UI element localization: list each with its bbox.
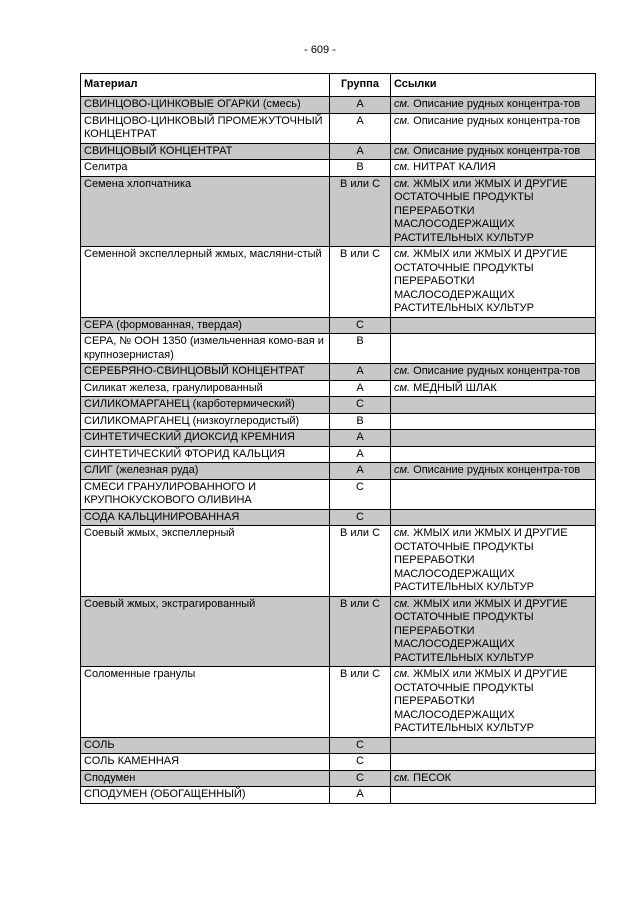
table-row [81,596,596,667]
group-cell: C [330,397,391,414]
group-cell: A [330,380,391,397]
reference-text: ЖМЫХ или ЖМЫХ И ДРУГИЕ ОСТАТОЧНЫЕ ПРОДУКТЫ ПЕРЕРАБОТКИ МАСЛОСОДЕРЖАЩИХ РАСТИТЕЛЬНЫХ КУЛЬТУР [394,177,568,244]
reference-text: Описание рудных концентра-тов [413,98,581,110]
reference-text: ЖМЫХ или ЖМЫХ И ДРУГИЕ ОСТАТОЧНЫЕ ПРОДУКТЫ ПЕРЕРАБОТКИ МАСЛОСОДЕРЖАЩИХ РАСТИТЕЛЬНЫХ КУЛЬТУР [394,597,568,664]
material-cell: Семенной экспеллерный жмых, масляни-стый [81,247,330,318]
group-cell: A [330,364,391,381]
material-cell: СОЛЬ [81,737,330,754]
reference-prefix: см. [394,248,411,260]
group-cell: C [330,479,391,509]
group-cell: В или С [330,176,391,247]
reference-cell [391,754,596,771]
reference-cell [391,446,596,463]
table-row [81,446,596,463]
reference-cell [391,397,596,414]
material-cell: СОЛЬ КАМЕННАЯ [81,754,330,771]
group-cell: A [330,446,391,463]
material-cell: СЛИГ (железная руда) [81,463,330,480]
reference-text: ПЕСОК [413,771,452,784]
table-row [81,247,596,318]
material-cell: СВИНЦОВО-ЦИНКОВЫЕ ОГАРКИ (смесь) [81,97,330,114]
table-row [81,317,596,334]
reference-text: НИТРАТ КАЛИЯ [413,161,496,173]
reference-cell [391,737,596,754]
reference-cell [391,247,596,318]
material-cell: Силикат железа, гранулированный [81,380,330,397]
reference-cell [391,526,596,597]
group-cell: B [330,334,391,364]
reference-cell [391,596,596,667]
reference-cell [391,143,596,160]
material-cell: Соевый жмых, экспеллерный [81,526,330,597]
reference-text: МЕДНЫЙ ШЛАК [413,381,497,394]
group-cell: В или С [330,247,391,318]
table-row [81,479,596,509]
material-cell: Соевый жмых, экстрагированный [81,596,330,667]
material-cell: СПОДУМЕН (ОБОГАЩЕННЫЙ) [81,787,330,804]
group-cell: C [330,317,391,334]
reference-cell [391,380,596,397]
reference-prefix: см. [394,365,411,377]
table-row [81,380,596,397]
table-row [81,176,596,247]
reference-prefix: см. [394,527,411,539]
reference-cell [391,413,596,430]
material-cell: СИНТЕТИЧЕСКИЙ ДИОКСИД КРЕМНИЯ [81,430,330,447]
reference-prefix: см. [394,161,411,173]
reference-text: Описание рудных концентра-тов [413,365,581,377]
reference-cell [391,113,596,143]
material-cell: СВИНЦОВЫЙ КОНЦЕНТРАТ [81,143,330,160]
table-row [81,737,596,754]
group-cell: C [330,770,391,787]
reference-text: ЖМЫХ или ЖМЫХ И ДРУГИЕ ОСТАТОЧНЫЕ ПРОДУКТЫ ПЕРЕРАБОТКИ МАСЛОСОДЕРЖАЩИХ РАСТИТЕЛЬНЫХ КУЛЬТУР [394,668,568,734]
group-cell: A [330,97,391,114]
group-cell: В или С [330,526,391,597]
reference-text: Описание рудных концентра-тов [413,114,581,127]
group-cell: C [330,754,391,771]
material-cell: СИЛИКОМАРГАНЕЦ (низкоуглеродистый) [81,413,330,430]
table-row [81,430,596,447]
table-row [81,397,596,414]
reference-cell [391,509,596,526]
reference-prefix: см. [394,597,411,610]
reference-cell [391,176,596,247]
reference-prefix: см. [394,381,411,394]
material-cell: СЕРЕБРЯНО-СВИНЦОВЫЙ КОНЦЕНТРАТ [81,364,330,381]
material-cell: Сподумен [81,770,330,787]
group-cell: B [330,160,391,177]
reference-cell [391,364,596,381]
reference-text: Описание рудных концентра-тов [413,464,581,476]
materials-table [80,73,596,804]
table-row [81,787,596,804]
reference-cell [391,334,596,364]
material-cell: СЕРА, № ООН 1350 (измельченная комо-вая и крупнозернистая) [81,334,330,364]
reference-text: Описание рудных концентра-тов [413,144,581,157]
table-row [81,143,596,160]
material-cell: Семена хлопчатника [81,176,330,247]
material-cell: СОДА КАЛЬЦИНИРОВАННАЯ [81,509,330,526]
group-cell: A [330,113,391,143]
reference-cell [391,430,596,447]
material-cell: СИНТЕТИЧЕСКИЙ ФТОРИД КАЛЬЦИЯ [81,446,330,463]
reference-prefix: см. [394,668,411,680]
table-body [81,97,596,804]
reference-text: ЖМЫХ или ЖМЫХ И ДРУГИЕ ОСТАТОЧНЫЕ ПРОДУКТЫ ПЕРЕРАБОТКИ МАСЛОСОДЕРЖАЩИХ РАСТИТЕЛЬНЫХ КУЛЬТУР [394,527,568,593]
page-number: - 609 - [304,44,336,56]
table-row [81,364,596,381]
reference-prefix: см. [394,114,411,127]
header-material: Материал [81,74,330,97]
reference-cell [391,770,596,787]
table-row [81,97,596,114]
group-cell: C [330,509,391,526]
table-row [81,754,596,771]
reference-cell [391,479,596,509]
reference-prefix: см. [394,771,411,784]
reference-prefix: см. [394,177,411,190]
reference-cell [391,97,596,114]
material-cell: СЕРА (формованная, твердая) [81,317,330,334]
group-cell: A [330,143,391,160]
material-cell: СИЛИКОМАРГАНЕЦ (карботермический) [81,397,330,414]
table-row [81,413,596,430]
group-cell: A [330,787,391,804]
group-cell: A [330,463,391,480]
material-cell: СМЕСИ ГРАНУЛИРОВАННОГО И КРУПНОКУСКОВОГО ОЛИВИНА [81,479,330,509]
reference-prefix: см. [394,464,411,476]
table-row [81,113,596,143]
group-cell: В или С [330,596,391,667]
reference-prefix: см. [394,98,411,110]
table-row [81,770,596,787]
group-cell: A [330,430,391,447]
material-cell: СВИНЦОВО-ЦИНКОВЫЙ ПРОМЕЖУТОЧНЫЙ КОНЦЕНТРАТ [81,113,330,143]
table-row [81,463,596,480]
header-references: Ссылки [391,74,596,97]
reference-cell [391,463,596,480]
table-row [81,526,596,597]
table-header-row [81,74,596,97]
material-cell: Соломенные гранулы [81,667,330,738]
reference-text: ЖМЫХ или ЖМЫХ И ДРУГИЕ ОСТАТОЧНЫЕ ПРОДУКТЫ ПЕРЕРАБОТКИ МАСЛОСОДЕРЖАЩИХ РАСТИТЕЛЬНЫХ КУЛЬТУР [394,248,568,314]
group-cell: C [330,737,391,754]
table-row [81,509,596,526]
table-row [81,667,596,738]
reference-cell [391,667,596,738]
group-cell: В или С [330,667,391,738]
reference-cell [391,787,596,804]
reference-cell [391,317,596,334]
table-row [81,160,596,177]
material-cell: Селитра [81,160,330,177]
reference-cell [391,160,596,177]
header-group: Группа [330,74,391,97]
group-cell: B [330,413,391,430]
reference-prefix: см. [394,144,411,157]
table-row [81,334,596,364]
